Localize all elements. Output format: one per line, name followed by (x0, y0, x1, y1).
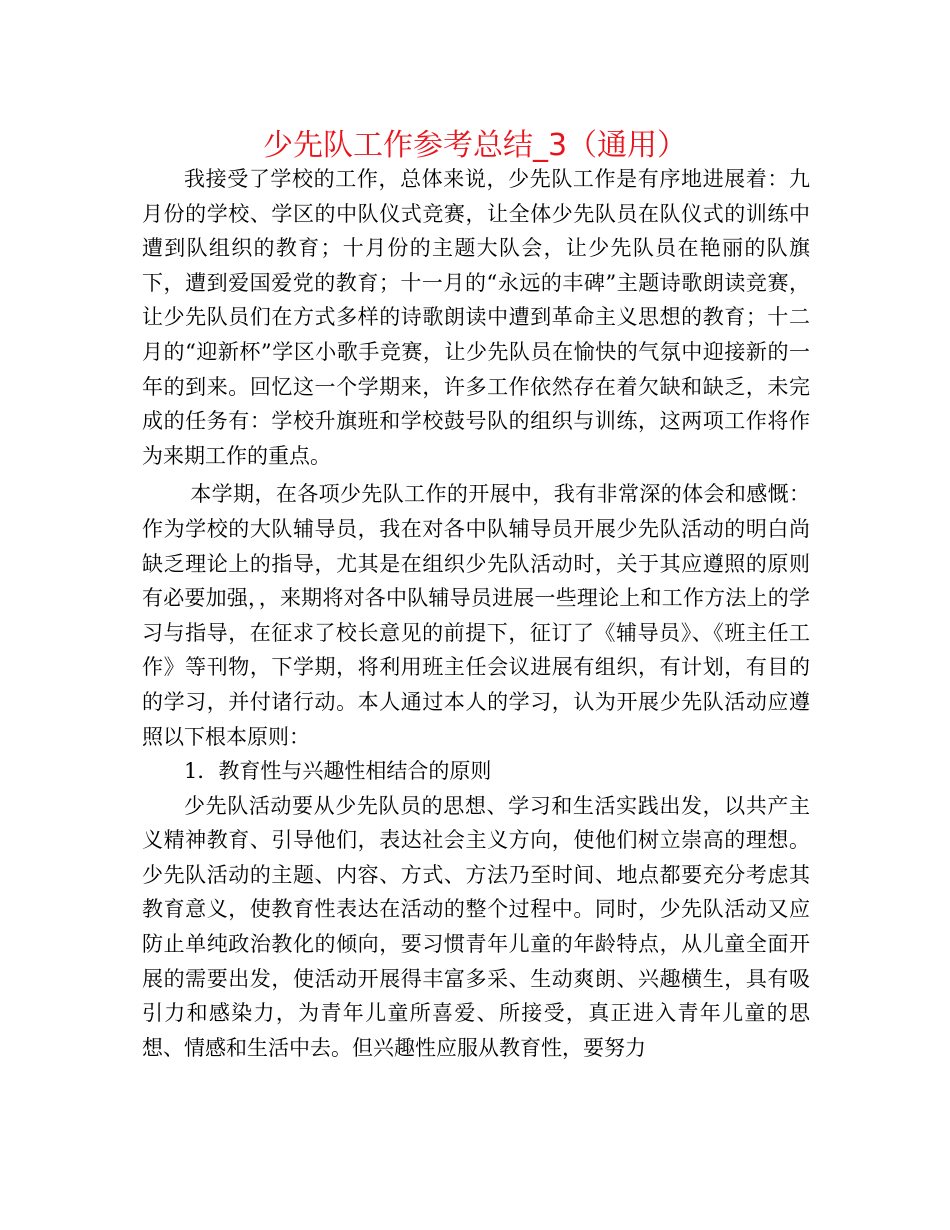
section-heading-principle-1: 1．教育性与兴趣性相结合的原则 (184, 759, 492, 784)
paragraph-principle-1: 少先队活动要从少先队员的思想、学习和生活实践出发，以共产主义精神教育、引导他们，表达社会主义方向，使他们树立崇高的理想。少先队活动的主题、内容、方式、方法乃至时间、地点都要充分考虑其教育意义，使教育性表达在活动的整个过程中。同时，少先队活动又应防止单纯政治教化的倾向，要习惯青年儿童的年龄特点，从儿童全面开展的需要出发，使活动开展得丰富多采、生动爽朗、兴趣横生，具有吸引力和感染力，为青年儿童所喜爱、所接受，真正进入青年儿童的思想、情感和生活中去。但兴趣性应服从教育性，要努力 (142, 793, 810, 1060)
document-body (142, 162, 810, 1065)
paragraph-intro: 我接受了学校的工作，总体来说，少先队工作是有序地进展着：九月份的学校、学区的中队仪式竞赛，让全体少先队员在队仪式的训练中遭到队组织的教育；十月份的主题大队会，让少先队员在艳丽的队旗下，遭到爱国爱党的教育；十一月的“永远的丰碑”主题诗歌朗读竞赛，让少先队员们在方式多样的诗歌朗读中遭到革命主义思想的教育；十二月的“迎新杯”学区小歌手竞赛，让少先队员在愉快的气氛中迎接新的一年的到来。回忆这一个学期来，许多工作依然存在着欠缺和缺乏，未完成的任务有：学校升旗班和学校鼓号队的组织与训练，这两项工作将作为来期工作的重点。 (142, 167, 810, 468)
paragraph-reflection: 本学期，在各项少先队工作的开展中，我有非常深的体会和感慨：作为学校的大队辅导员，我在对各中队辅导员开展少先队活动的明白尚缺乏理论上的指导，尤其是在组织少先队活动时，关于其应遵照的原则有必要加强，，来期将对各中队辅导员进展一些理论上和工作方法上的学习与指导，在征求了校长意见的前提下，征订了《辅导员》、《班主任工作》等刊物，下学期，将利用班主任会议进展有组织，有计划，有目的的学习，并付诸行动。本人通过本人的学习，认为开展少先队活动应遵照以下根本原则： (142, 482, 810, 749)
document-title: 少先队工作参考总结_3（通用） (262, 128, 688, 163)
